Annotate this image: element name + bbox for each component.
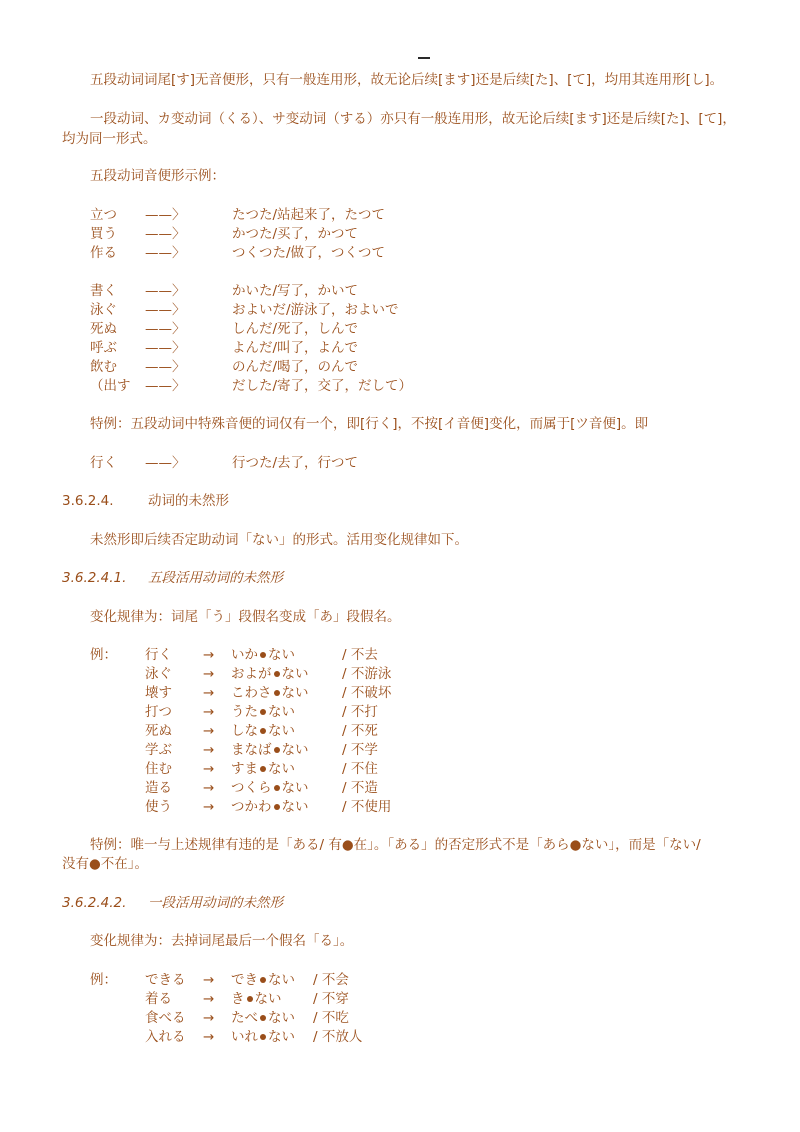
middle-dot-icon <box>274 671 280 677</box>
arrow: → <box>203 723 215 739</box>
arrow: → <box>203 704 215 720</box>
arrow: ——〉 <box>145 302 186 318</box>
verb-dictionary-form: 泳ぐ <box>90 302 117 318</box>
section-title: 五段活用动词的未然形 <box>148 570 283 586</box>
middle-dot-icon <box>260 652 266 658</box>
arrow: → <box>203 1029 215 1045</box>
arrow: → <box>203 991 215 1007</box>
neg-meaning: / 不学 <box>342 742 378 758</box>
verb-dictionary-form: 飲む <box>90 359 117 375</box>
rule-ichidan: 变化规律为：去掉词尾最后一个假名「る」。 <box>90 933 354 949</box>
arrow: ——〉 <box>145 226 186 242</box>
arrow: → <box>203 761 215 777</box>
middle-dot-icon <box>260 977 266 983</box>
arrow: ——〉 <box>145 378 186 394</box>
neg-form <box>231 778 309 798</box>
middle-dot-icon <box>274 747 280 753</box>
verb-dictionary-form: 作る <box>90 245 117 261</box>
neg-form <box>231 721 295 741</box>
neg-meaning: / 不吃 <box>313 1010 349 1026</box>
paragraph-su-verb: 五段动词词尾[す]无音便形，只有一般连用形，故无论后续[ます]还是后续[た]、[て]，均用其连用形[し]。 <box>90 72 724 88</box>
rule-godan: 变化规律为：词尾「う」段假名变成「あ」段假名。 <box>90 609 401 625</box>
neg-stem: たべ <box>231 1010 258 1026</box>
verb-dictionary-form: 買う <box>90 226 117 242</box>
neg-form <box>231 759 295 779</box>
neg-meaning: / 不放人 <box>313 1029 363 1045</box>
neg-meaning: / 不会 <box>313 972 349 988</box>
arrow: → <box>203 972 215 988</box>
arrow: ——〉 <box>145 359 186 375</box>
middle-dot-icon <box>274 804 280 810</box>
onbin-result: しんだ/死了，しんで <box>232 321 359 337</box>
verb-dictionary-form: 着る <box>145 991 172 1007</box>
verb-dictionary-form: 泳ぐ <box>145 666 172 682</box>
nai-suffix: ない <box>268 761 295 777</box>
middle-dot-icon <box>247 996 253 1002</box>
arrow: → <box>203 799 215 815</box>
arrow: → <box>203 742 215 758</box>
nai-suffix: ない <box>281 685 309 701</box>
section-title: 动词的未然形 <box>148 493 229 509</box>
special-note: 特例：五段动词中特殊音便的词仅有一个，即[行く]，不按[イ音便]变化，而属于[ツ音便]。即 <box>90 416 649 432</box>
neg-form <box>231 683 309 703</box>
arrow: ——〉 <box>145 321 186 337</box>
verb-dictionary-form: 行く <box>145 647 172 663</box>
neg-stem: いか <box>231 647 258 663</box>
onbin-result: だした/寄了，交了，だして） <box>232 378 413 394</box>
neg-stem: つくら <box>231 780 272 796</box>
onbin-result: よんだ/叫了，よんで <box>232 340 359 356</box>
example-label: 例： <box>90 647 117 663</box>
example-label: 例： <box>90 972 117 988</box>
onbin-result: かつた/买了，かつて <box>232 226 359 242</box>
neg-meaning: / 不造 <box>342 780 378 796</box>
paragraph-ichidan-line2: 均为同一形式。 <box>62 131 157 147</box>
arrow: → <box>203 780 215 796</box>
neg-meaning: / 不破坏 <box>342 685 392 701</box>
nai-suffix: ない <box>268 972 295 988</box>
arrow: ——〉 <box>145 340 186 356</box>
neg-meaning: / 不游泳 <box>342 666 392 682</box>
neg-stem: まなば <box>231 742 272 758</box>
paragraph-ichidan-line1: 一段动词、カ变动词（くる）、サ变动词（する）亦只有一般连用形，故无论后续[ます]还是后续[た]、[て]， <box>90 111 736 127</box>
nai-suffix: ない <box>254 991 282 1007</box>
verb-dictionary-form: 学ぶ <box>145 742 172 758</box>
nai-suffix: ない <box>268 647 295 663</box>
middle-dot-icon <box>274 785 280 791</box>
arrow: ——〉 <box>145 207 186 223</box>
neg-form <box>231 989 282 1009</box>
neg-meaning: / 不打 <box>342 704 378 720</box>
neg-meaning: / 不去 <box>342 647 378 663</box>
onbin-result: 行つた/去了，行つて <box>232 455 359 471</box>
onbin-result: つくつた/做了，つくつて <box>232 245 386 261</box>
neg-stem: いれ <box>231 1029 258 1045</box>
onbin-result: たつた/站起来了，たつて <box>232 207 386 223</box>
section-number: 3.6.2.4.1. <box>62 570 127 586</box>
verb-dictionary-form: 住む <box>145 761 172 777</box>
middle-dot-icon <box>260 1034 266 1040</box>
nai-suffix: ない <box>281 799 309 815</box>
nai-suffix: ない <box>268 1029 295 1045</box>
neg-form <box>231 645 295 665</box>
example-heading: 五段动词音便形示例： <box>90 168 225 184</box>
verb-dictionary-form: 打つ <box>145 704 172 720</box>
verb-dictionary-form: 壊す <box>145 685 172 701</box>
nai-suffix: ない <box>281 780 309 796</box>
verb-dictionary-form: 食べる <box>145 1010 186 1026</box>
arrow: ——〉 <box>145 283 186 299</box>
onbin-result: およいだ/游泳了，およいで <box>232 302 399 318</box>
neg-form <box>231 970 295 990</box>
neg-stem: でき <box>231 972 258 988</box>
aru-note-line2: 没有●不在」。 <box>62 856 149 872</box>
neg-stem: つかわ <box>231 799 272 815</box>
nai-suffix: ない <box>268 1010 295 1026</box>
nai-suffix: ない <box>281 742 309 758</box>
page-number-mark <box>418 57 430 59</box>
aru-note-line1: 特例：唯一与上述规律有违的是「ある/ 有●在」。「ある」的否定形式不是「あら●ない」，而是「ない/ <box>90 837 701 853</box>
nai-suffix: ない <box>268 723 295 739</box>
neg-stem: うた <box>231 704 258 720</box>
neg-meaning: / 不使用 <box>342 799 392 815</box>
verb-dictionary-form: 呼ぶ <box>90 340 117 356</box>
middle-dot-icon <box>260 728 266 734</box>
verb-dictionary-form: 死ぬ <box>145 723 172 739</box>
onbin-result: のんだ/喝了，のんで <box>232 359 359 375</box>
neg-form <box>231 664 309 684</box>
verb-dictionary-form: 入れる <box>145 1029 186 1045</box>
arrow: → <box>203 1010 215 1026</box>
verb-dictionary-form: 立つ <box>90 207 117 223</box>
neg-form <box>231 1008 295 1028</box>
neg-stem: き <box>231 991 245 1007</box>
middle-dot-icon <box>260 709 266 715</box>
arrow: → <box>203 685 215 701</box>
neg-meaning: / 不住 <box>342 761 378 777</box>
neg-stem: しな <box>231 723 258 739</box>
onbin-result: かいた/写了，かいて <box>232 283 359 299</box>
verb-dictionary-form: できる <box>145 972 186 988</box>
verb-dictionary-form: 行く <box>90 455 117 471</box>
arrow: ——〉 <box>145 245 186 261</box>
neg-form <box>231 797 309 817</box>
verb-dictionary-form: 造る <box>145 780 172 796</box>
verb-dictionary-form: 死ぬ <box>90 321 117 337</box>
verb-dictionary-form: 使う <box>145 799 172 815</box>
neg-form <box>231 740 309 760</box>
verb-dictionary-form: 書く <box>90 283 117 299</box>
neg-stem: すま <box>231 761 258 777</box>
arrow: → <box>203 666 215 682</box>
neg-stem: こわさ <box>231 685 272 701</box>
middle-dot-icon <box>274 690 280 696</box>
neg-form <box>231 702 295 722</box>
verb-dictionary-form: （出す <box>90 378 131 394</box>
mizen-description: 未然形即后续否定助动词「ない」的形式。活用变化规律如下。 <box>90 532 468 548</box>
neg-meaning: / 不死 <box>342 723 378 739</box>
neg-meaning: / 不穿 <box>313 991 349 1007</box>
middle-dot-icon <box>260 766 266 772</box>
arrow: ——〉 <box>145 455 186 471</box>
middle-dot-icon <box>260 1015 266 1021</box>
neg-stem: およが <box>231 666 272 682</box>
section-number: 3.6.2.4.2. <box>62 895 127 911</box>
section-title: 一段活用动词的未然形 <box>148 895 283 911</box>
nai-suffix: ない <box>268 704 295 720</box>
nai-suffix: ない <box>281 666 309 682</box>
section-number: 3.6.2.4. <box>62 493 114 509</box>
arrow: → <box>203 647 215 663</box>
neg-form <box>231 1027 295 1047</box>
